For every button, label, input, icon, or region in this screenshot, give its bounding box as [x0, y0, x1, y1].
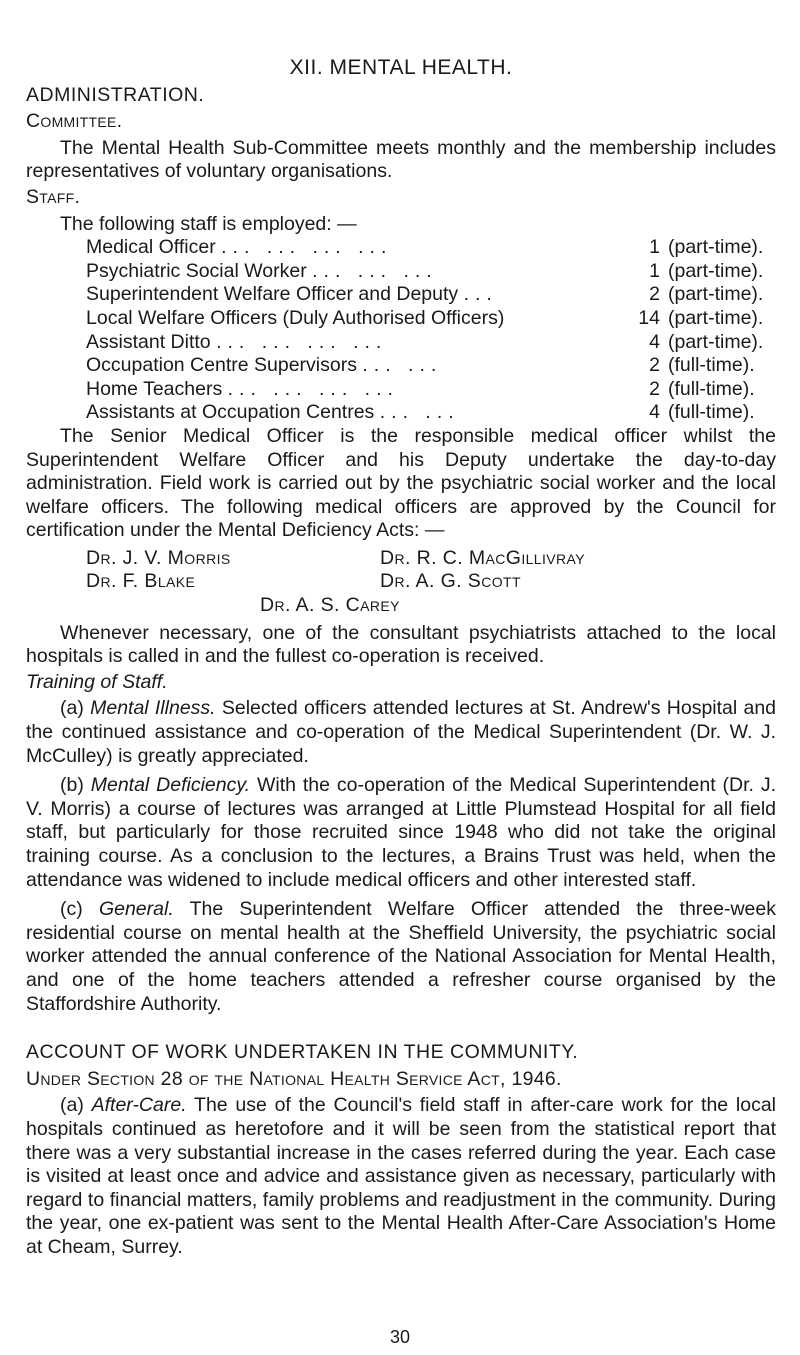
approved-doctors-list — [86, 547, 776, 618]
staff-row: Local Welfare Officers (Duly Authorised Officers) 14 (part-time). — [86, 306, 764, 329]
staff-row: Home Teachers ... ... ... ... 2 (full-time). — [86, 377, 755, 400]
senior-officer-paragraph: The Senior Medical Officer is the responsible medical officer whilst the Superintendent Welfare Officer and his Deputy undertake the day-to-day administration. Field work is carried out by the psychiatric social worker and the local welfare officers. The following medical officers are approved by the Council for certification under the Mental Deficiency Acts: — — [26, 424, 776, 542]
after-care-paragraph: (a) After-Care. The use of the Council's field staff in after-care work for the local hospitals continued as heretofore and it will be seen from the statistical report that there was a very substantial increase in the cases referred during the year. Each case is visited at least once and advice and assistance given as necessary, particularly with regard to financial matters, family problems and readjustment in the community. During the year, one ex-patient was sent to the Mental Health After-Care Association's Home at Cheam, Surrey. — [26, 1094, 776, 1258]
training-b-paragraph: (b) Mental Deficiency. With the co-operation of the Medical Superintendent (Dr. J. V. Morris) a course of lectures was arranged at Little Plumstead Hospital for all field staff, but particularly for those recruited since 1948 who did not take the original training course. As a conclusion to the lectures, a Brains Trust was held, when the attendance was widened to include medical officers and other interested staff. — [26, 774, 776, 891]
page-number: 30 — [389, 1327, 411, 1347]
staff-row: Assistants at Occupation Centres ... ... 4 (full-time). — [86, 401, 755, 424]
training-c-paragraph: (c) General. The Superintendent Welfare Officer attended the three-week residential course on mental health at the Sheffield University, the psychiatric social worker attended the annual conference of the National Association for Mental Health, and one of the home teachers attended a refresher course organised by the Staffordshire Authority. — [26, 898, 776, 1015]
section-heading-account: ACCOUNT OF WORK UNDERTAKEN IN THE COMMUNITY. — [26, 1041, 579, 1064]
staff-intro: The following staff is employed: — — [60, 212, 357, 235]
document-page — [26, 56, 776, 1262]
doctor-name: Dr. A. G. Scott — [380, 570, 521, 593]
staff-row: Assistant Ditto ... ... ... ... 4 (part-time). — [86, 330, 764, 353]
subheading-committee: Committee. — [26, 110, 123, 133]
staff-list — [86, 236, 776, 425]
subheading-training: Training of Staff. — [26, 670, 168, 693]
doctor-name: Dr. F. Blake — [86, 570, 196, 593]
doctor-name: Dr. A. S. Carey — [260, 594, 400, 617]
staff-row: Psychiatric Social Worker ... ... ... 1 (part-time). — [86, 259, 764, 282]
training-a-paragraph: (a) Mental Illness. Selected officers attended lectures at St. Andrew's Hospital and the continued assistance and co-operation of the Medical Superintendent (Dr. W. J. McCulley) is greatly appreciated. — [26, 697, 777, 767]
doctor-name: Dr. J. V. Morris — [86, 546, 231, 569]
staff-row: Medical Officer ... ... ... ... 1 (part-time). — [86, 236, 764, 259]
doctor-name: Dr. R. C. MacGillivray — [380, 546, 585, 569]
subheading-staff: Staff. — [26, 185, 81, 208]
consultant-paragraph: Whenever necessary, one of the consultant psychiatrists attached to the local hospitals is called in and the fullest co-operation is received. — [26, 621, 776, 668]
staff-row: Occupation Centre Supervisors ... ... 2 (full-time). — [86, 354, 755, 377]
staff-row: Superintendent Welfare Officer and Deputy ... 2 (part-time). — [86, 283, 764, 306]
committee-paragraph: The Mental Health Sub-Committee meets monthly and the membership includes representatives of voluntary organisations. — [26, 136, 776, 183]
section-heading-administration: ADMINISTRATION. — [26, 83, 205, 106]
page-title: XII. MENTAL HEALTH. — [289, 56, 513, 79]
subheading-section-28: Under Section 28 of the National Health Service Act, 1946. — [26, 1067, 562, 1090]
